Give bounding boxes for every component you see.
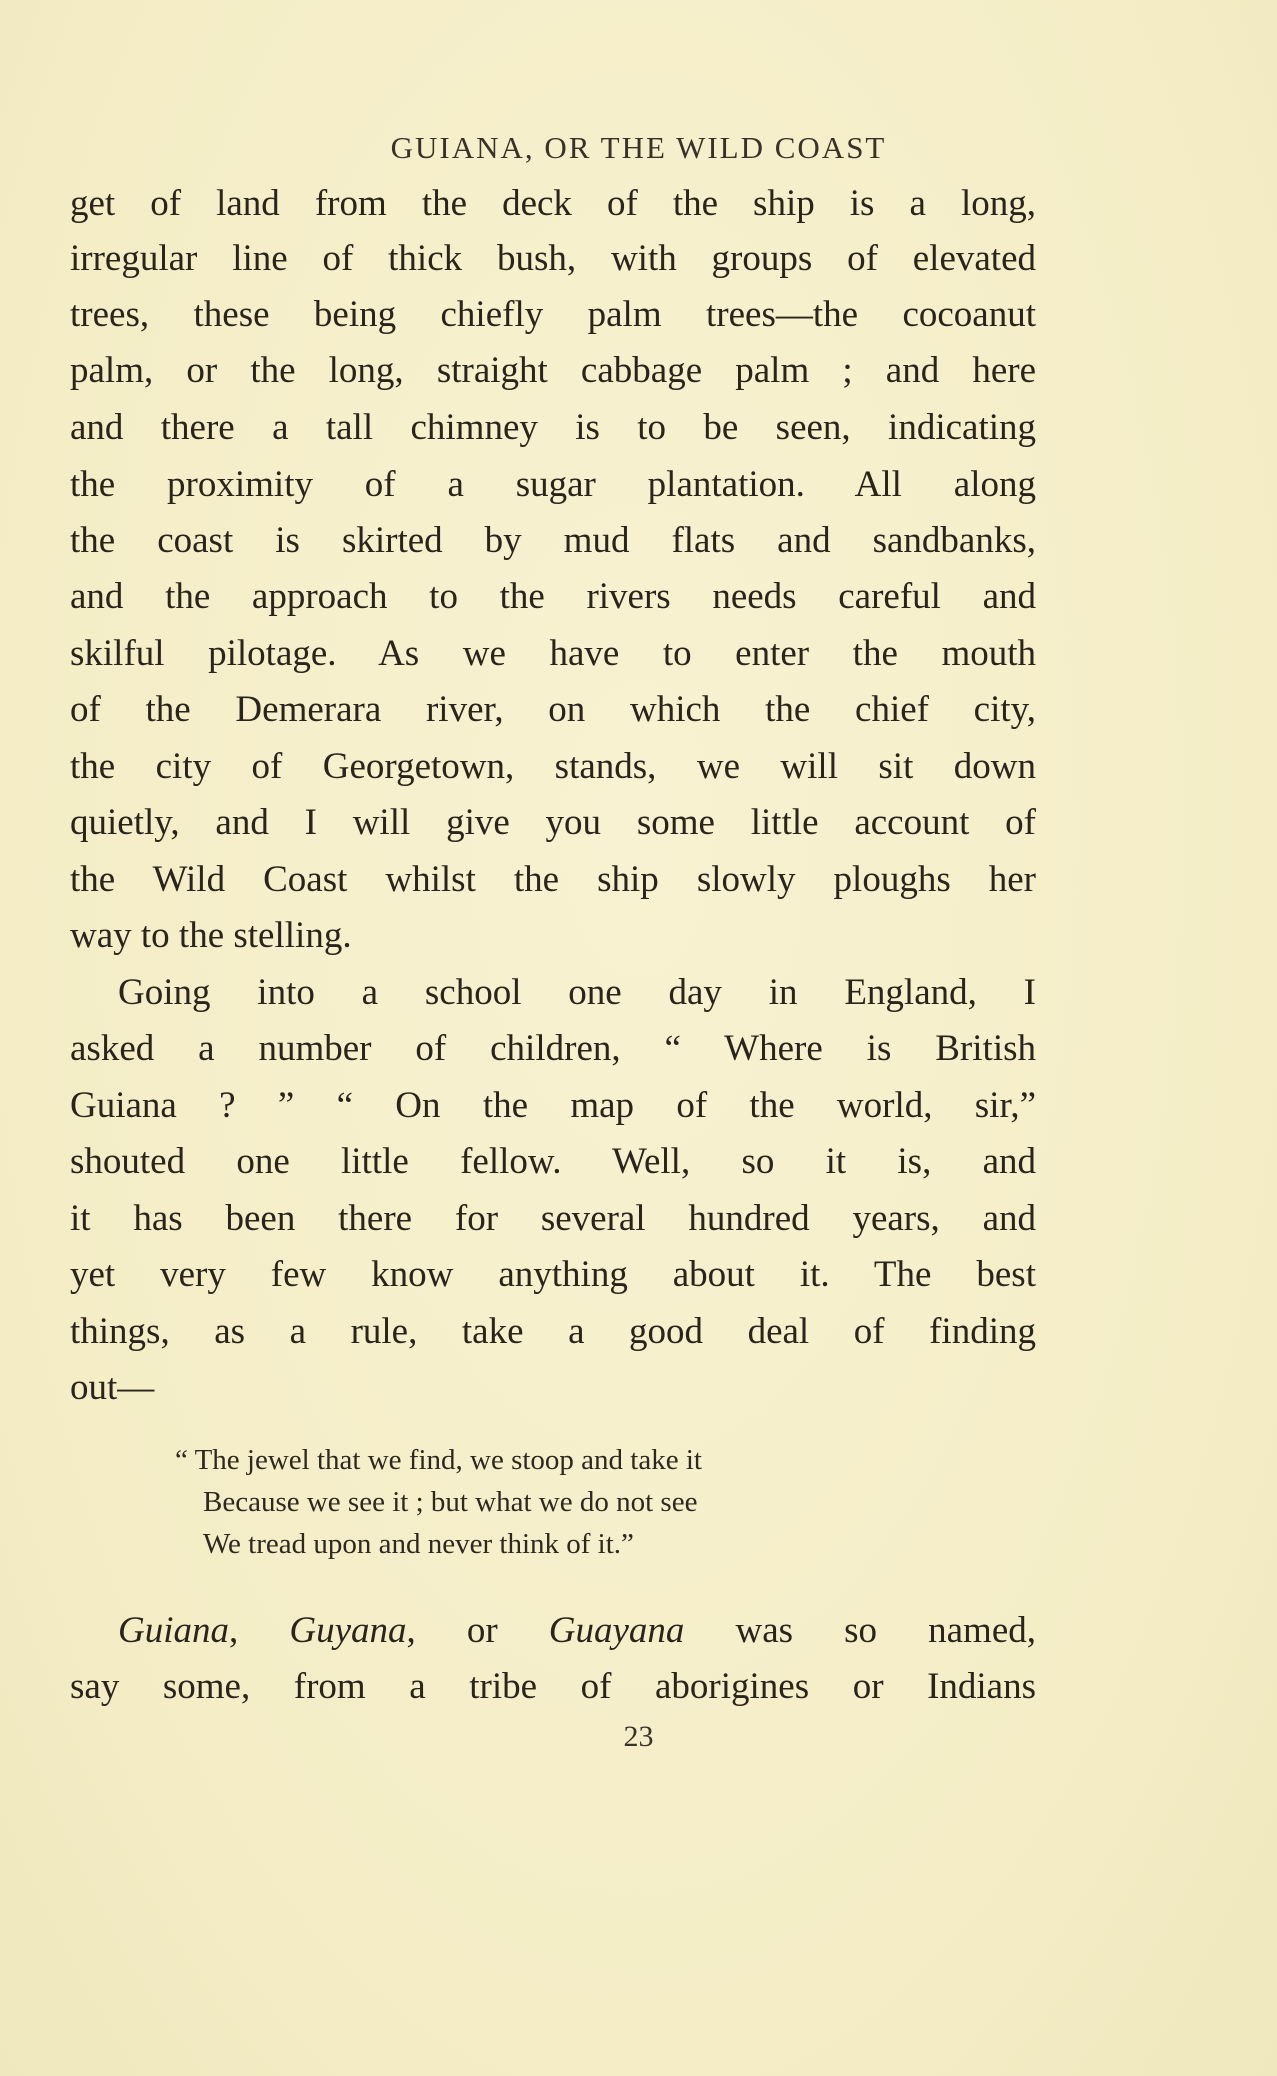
quote-line: Because we see it ; but what we do not see bbox=[203, 1486, 698, 1518]
text-line: the city of Georgetown, stands, we will sit down bbox=[70, 746, 1036, 787]
text-line: skilful pilotage. As we have to enter the mouth bbox=[70, 633, 1036, 674]
italic-name: Guyana bbox=[289, 1610, 407, 1651]
conjunction: or bbox=[466, 1610, 498, 1651]
text-line: and the approach to the rivers needs careful and bbox=[70, 576, 1036, 617]
text-line: it has been there for several hundred years, and bbox=[70, 1198, 1036, 1239]
italic-name: Guayana bbox=[548, 1610, 685, 1651]
text-line: Guiana ? ” “ On the map of the world, sir,” bbox=[70, 1085, 1036, 1126]
text-line: shouted one little fellow. Well, so it is, and bbox=[70, 1141, 1036, 1182]
text-line: of the Demerara river, on which the chief city, bbox=[70, 689, 1036, 730]
text-line: way to the stelling. bbox=[70, 915, 352, 956]
text-line: Guiana, Guyana, or Guayana was so named, bbox=[118, 1610, 1037, 1651]
text-line: quietly, and I will give you some little account of bbox=[70, 802, 1036, 843]
text-line: say some, from a tribe of aborigines or Indians bbox=[70, 1666, 1036, 1707]
text-line: trees, these being chiefly palm trees—the cocoanut bbox=[70, 294, 1036, 335]
quote-line: We tread upon and never think of it.” bbox=[203, 1528, 634, 1560]
text-line: get of land from the deck of the ship is a long, bbox=[70, 183, 1036, 224]
running-head: GUIANA, OR THE WILD COAST bbox=[390, 130, 887, 165]
text-line: asked a number of children, “ Where is British bbox=[70, 1028, 1036, 1069]
line-rest: was so named, bbox=[735, 1610, 1037, 1651]
page-number: 23 bbox=[623, 1720, 654, 1753]
text-line: palm, or the long, straight cabbage palm ; and here bbox=[70, 350, 1036, 391]
text-line: the coast is skirted by mud flats and sandbanks, bbox=[70, 520, 1036, 561]
text-line: yet very few know anything about it. The best bbox=[70, 1254, 1036, 1295]
text-line: out— bbox=[70, 1367, 155, 1408]
text-line: Going into a school one day in England, I bbox=[118, 972, 1036, 1013]
text-line: the proximity of a sugar plantation. All along bbox=[70, 464, 1036, 505]
text-line: irregular line of thick bush, with groups of elevated bbox=[70, 238, 1036, 279]
text-line: things, as a rule, take a good deal of finding bbox=[70, 1311, 1036, 1352]
text-line: the Wild Coast whilst the ship slowly ploughs her bbox=[70, 859, 1036, 900]
text-line: and there a tall chimney is to be seen, indicating bbox=[70, 407, 1036, 448]
italic-name: Guiana bbox=[118, 1610, 229, 1651]
quote-line: “ The jewel that we find, we stoop and take it bbox=[175, 1444, 702, 1476]
